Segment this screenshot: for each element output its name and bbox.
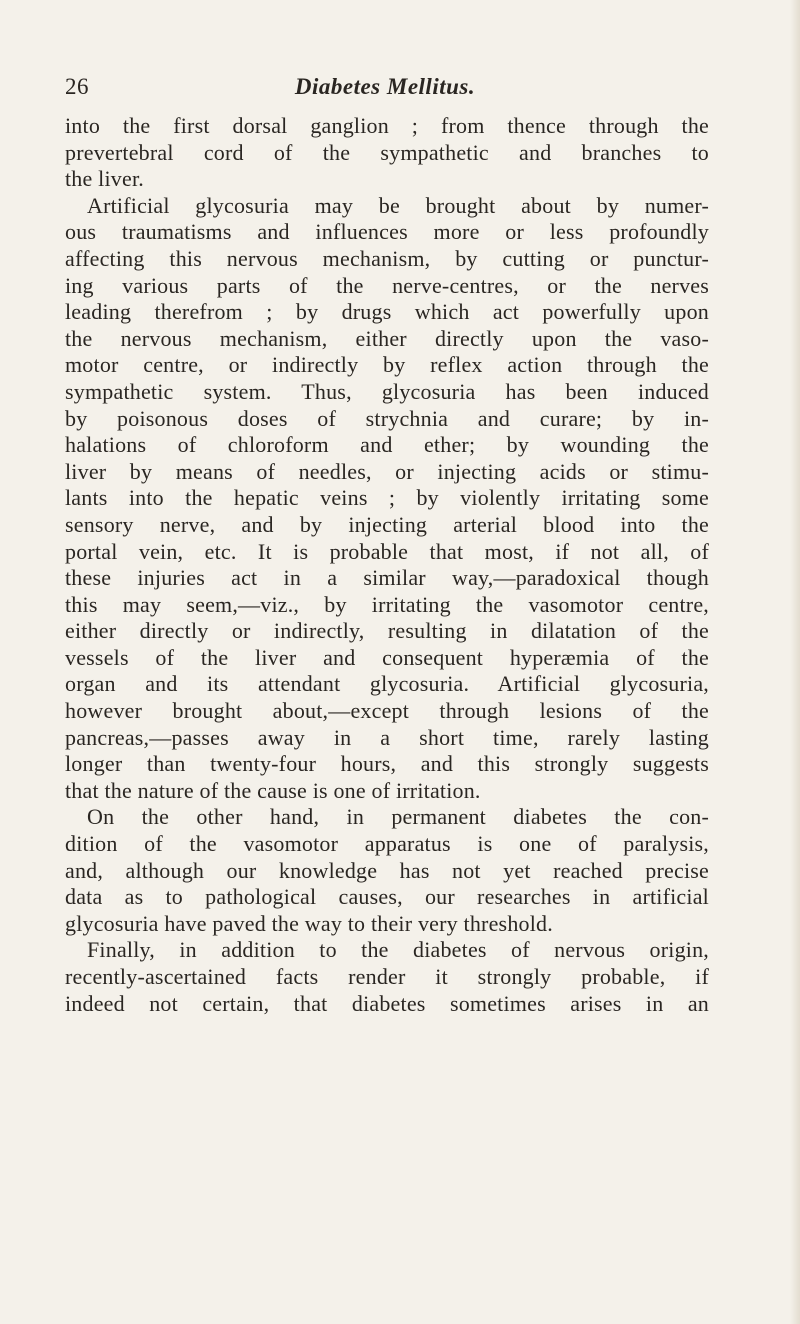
text-line: vessels of the liver and consequent hyperæmia of the bbox=[65, 644, 709, 670]
text-line: however brought about,—except through lesions of the bbox=[65, 698, 709, 724]
text-line: dition of the vasomotor apparatus is one of paralysis, bbox=[65, 831, 709, 857]
text-line: the liver. bbox=[65, 166, 144, 192]
text-line: sympathetic system. Thus, glycosuria has been induced bbox=[65, 378, 709, 404]
text-line: leading therefrom ; by drugs which act powerfully upon bbox=[65, 299, 709, 325]
text-line: recently-ascertained facts render it strongly probable, if bbox=[65, 964, 709, 989]
text-line: portal vein, etc. It is probable that most, if not all, of bbox=[65, 538, 709, 564]
text-line: that the nature of the cause is one of irritation. bbox=[65, 777, 481, 803]
text-line: halations of chloroform and ether; by wounding the bbox=[65, 432, 709, 458]
body-text bbox=[65, 113, 709, 1017]
text-line: motor centre, or indirectly by reflex action through the bbox=[65, 352, 709, 378]
text-line: glycosuria have paved the way to their very threshold. bbox=[65, 910, 553, 936]
text-line: the nervous mechanism, either directly upon the vaso- bbox=[65, 325, 709, 351]
text-line: pancreas,—passes away in a short time, rarely lasting bbox=[65, 724, 709, 750]
text-line: into the first dorsal ganglion ; from thence through the bbox=[65, 113, 709, 138]
text-line: organ and its attendant glycosuria. Artificial glycosuria, bbox=[65, 671, 709, 697]
text-line: this may seem,—viz., by irritating the vasomotor centre, bbox=[65, 591, 709, 617]
text-line: Artificial glycosuria may be brought about by numer- bbox=[87, 192, 709, 218]
text-line: On the other hand, in permanent diabetes the con- bbox=[87, 804, 709, 830]
page-number: 26 bbox=[65, 74, 89, 99]
text-line: prevertebral cord of the sympathetic and branches to bbox=[65, 139, 709, 165]
text-line: either directly or indirectly, resulting in dilatation of the bbox=[65, 618, 709, 644]
text-line: sensory nerve, and by injecting arterial blood into the bbox=[65, 511, 709, 537]
text-line: indeed not certain, that diabetes sometimes arises in an bbox=[65, 990, 709, 1016]
text-line: these injuries act in a similar way,—paradoxical though bbox=[65, 565, 709, 591]
text-line: Finally, in addition to the diabetes of nervous origin, bbox=[87, 937, 709, 963]
text-line: liver by means of needles, or injecting acids or stimu- bbox=[65, 458, 709, 484]
text-line: lants into the hepatic veins ; by violently irritating some bbox=[65, 485, 709, 511]
text-line: ous traumatisms and influences more or less profoundly bbox=[65, 219, 709, 245]
text-line: affecting this nervous mechanism, by cutting or punctur- bbox=[65, 245, 709, 271]
running-title: Diabetes Mellitus. bbox=[294, 74, 476, 99]
text-line: by poisonous doses of strychnia and curare; by in- bbox=[65, 405, 709, 431]
running-head bbox=[65, 74, 705, 108]
text-line: and, although our knowledge has not yet reached precise bbox=[65, 857, 709, 883]
text-line: longer than twenty-four hours, and this strongly suggests bbox=[65, 751, 709, 777]
text-line: ing various parts of the nerve-centres, or the nerves bbox=[65, 272, 709, 298]
text-line: data as to pathological causes, our researches in artificial bbox=[65, 884, 709, 910]
page-edge-shadow bbox=[790, 0, 800, 1324]
